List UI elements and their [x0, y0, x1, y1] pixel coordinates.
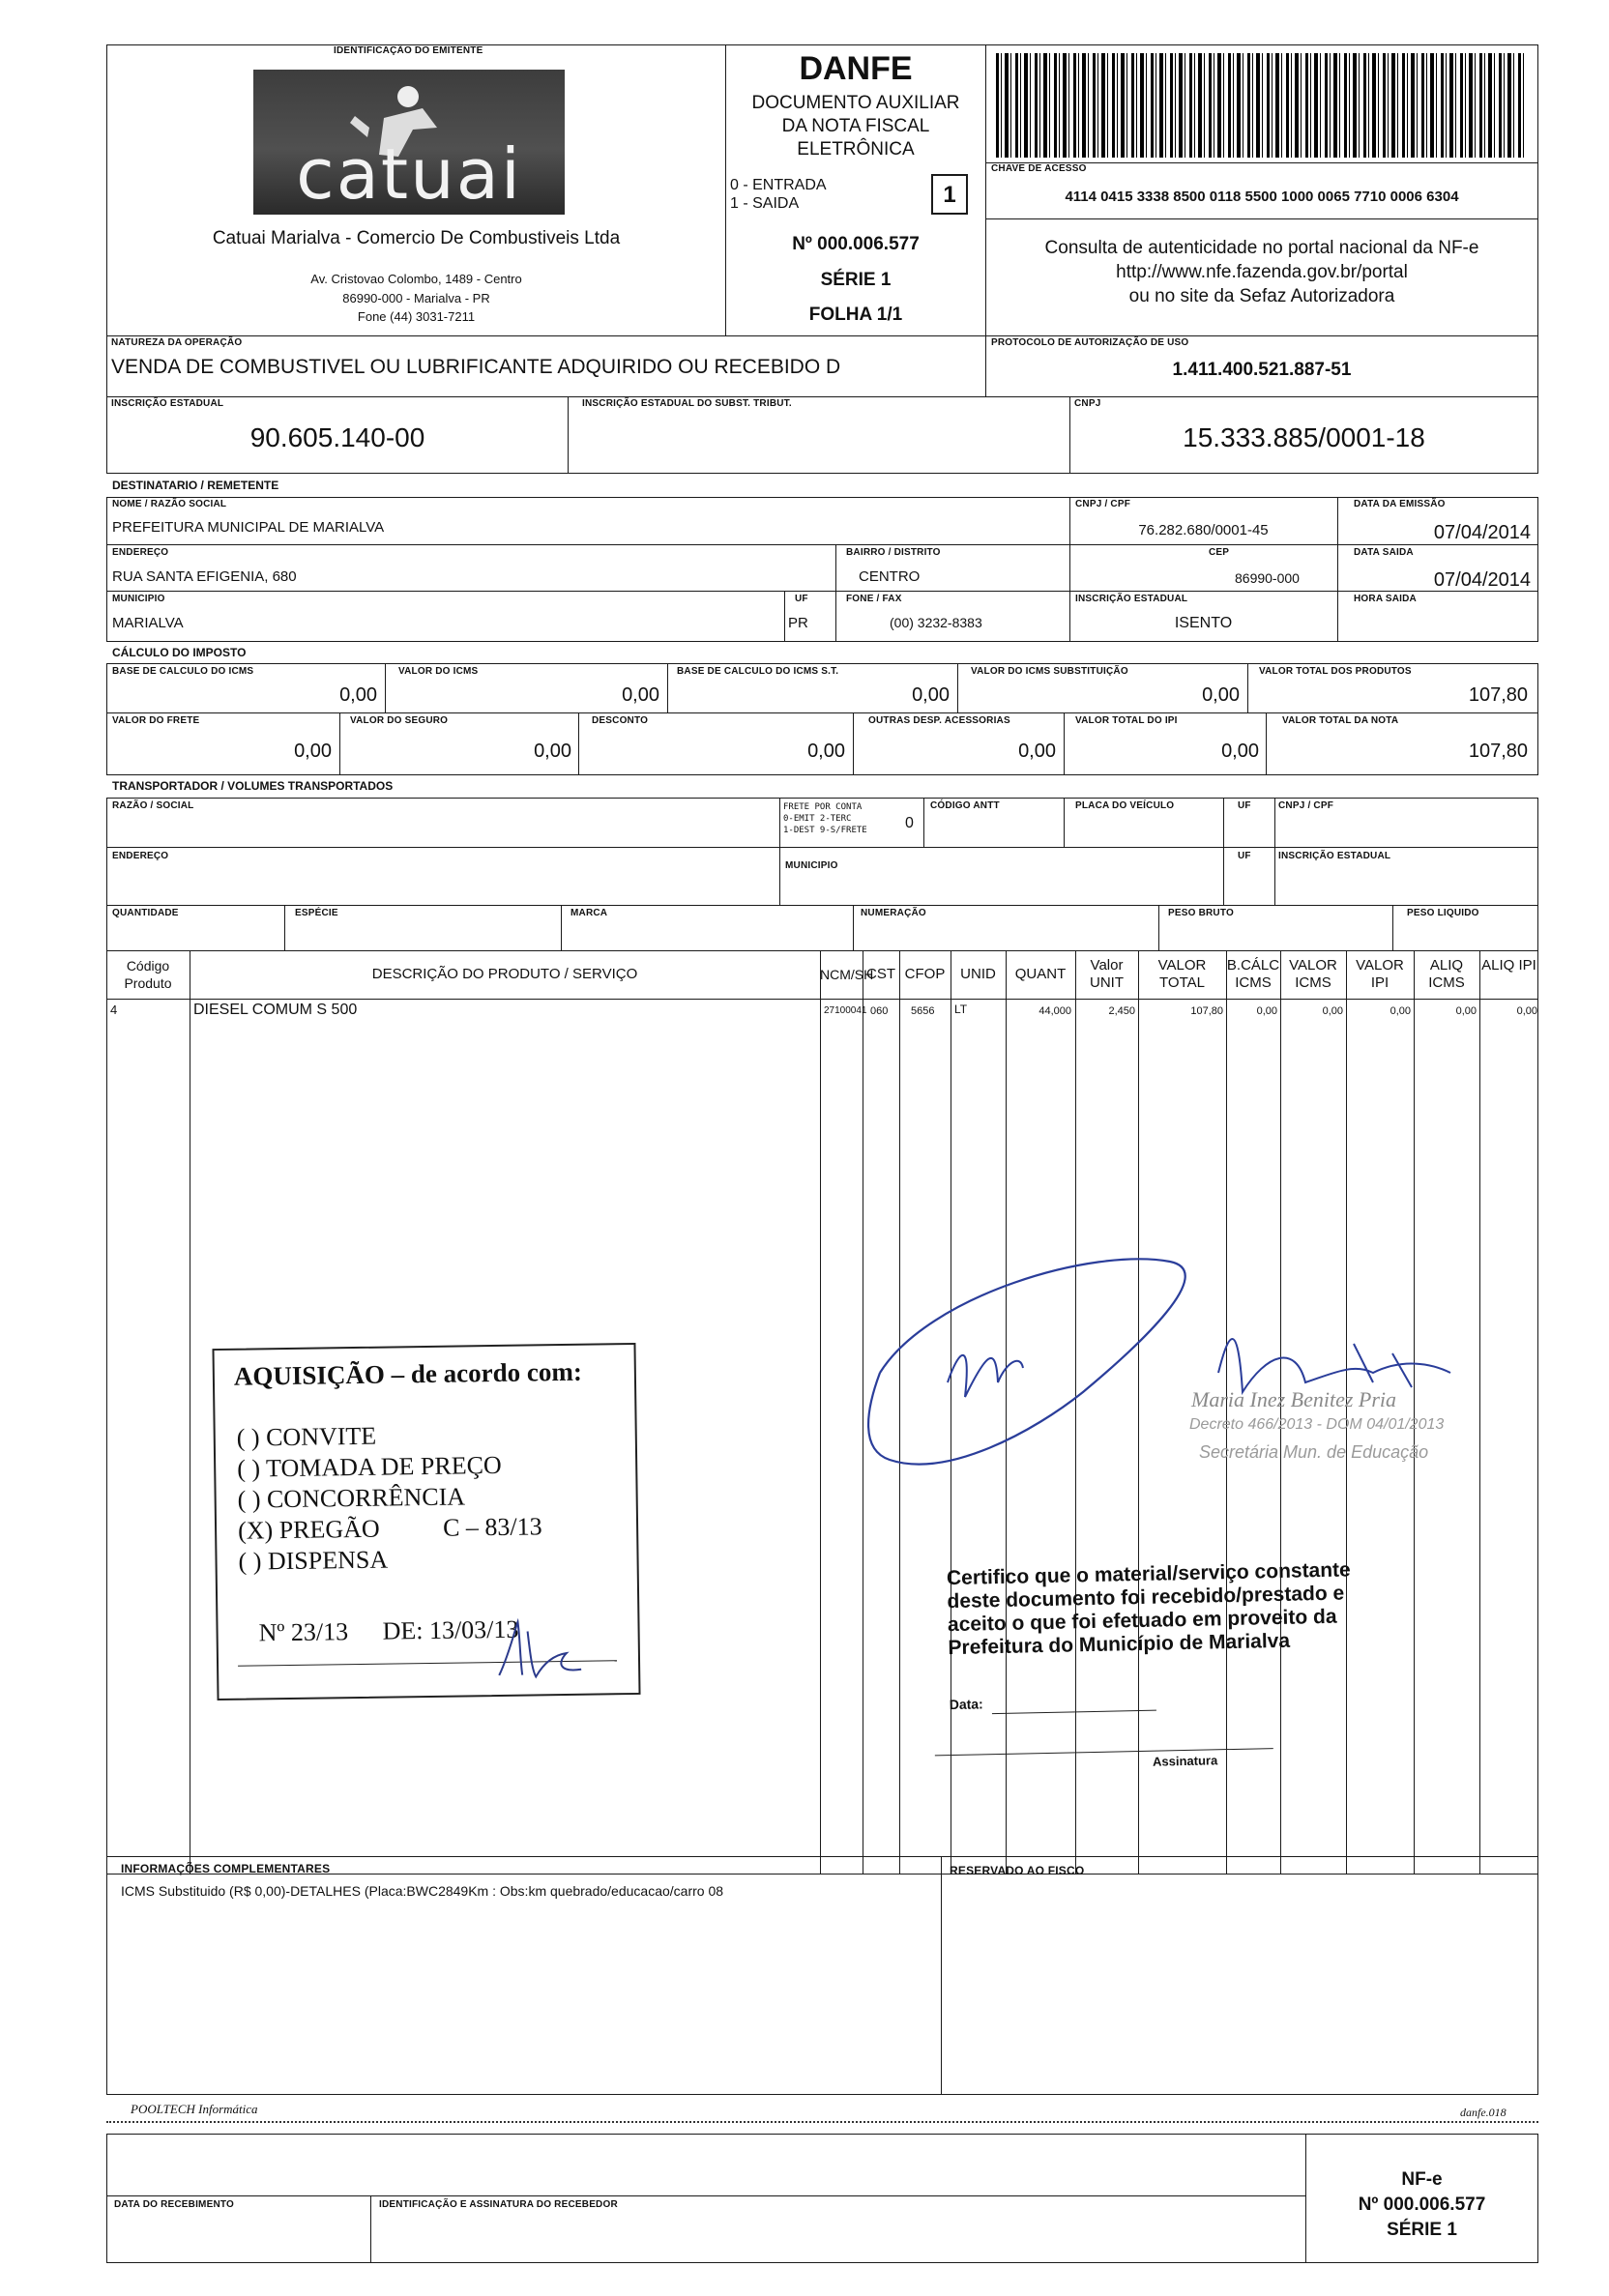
th-cfop: CFOP — [904, 966, 946, 982]
certifico-line4: Prefeitura do Município de Marialva — [948, 1629, 1291, 1660]
dest-municipio-label: MUNICIPIO — [112, 594, 165, 604]
danfe-saida: 1 - SAIDA — [730, 195, 800, 212]
antt-label: CÓDIGO ANTT — [930, 800, 1000, 811]
dest-cnpj-label: CNPJ / CPF — [1075, 499, 1131, 509]
dest-emissao-label: DATA DA EMISSÃO — [1354, 499, 1446, 509]
consulta-line3: ou no site da Sefaz Autorizadora — [1128, 286, 1395, 306]
destinatario-section: DESTINATARIO / REMETENTE — [112, 479, 279, 492]
total-nota-label: VALOR TOTAL DA NOTA — [1282, 715, 1399, 726]
dest-bairro-label: BAIRRO / DISTRITO — [846, 547, 941, 558]
cell-quant: 44,000 — [1039, 1005, 1071, 1017]
danfe-folha: FOLHA 1/1 — [808, 305, 903, 325]
danfe-sub3: ELETRÔNICA — [797, 139, 915, 160]
emitente-address2: 86990-000 - Marialva - PR — [342, 291, 490, 305]
th-quant: QUANT — [1014, 966, 1067, 982]
dest-ie: ISENTO — [1174, 615, 1233, 631]
frete-conta-value: 0 — [905, 815, 914, 831]
cnpj-value: 15.333.885/0001-18 — [1183, 422, 1425, 452]
dest-saida-label: DATA SAIDA — [1354, 547, 1414, 558]
th-vunit: Valor UNIT — [1090, 957, 1124, 991]
emitente-address1: Av. Cristovao Colombo, 1489 - Centro — [310, 272, 522, 286]
dest-endereco: RUA SANTA EFIGENIA, 680 — [112, 568, 297, 585]
peso-liquido-label: PESO LIQUIDO — [1407, 908, 1479, 918]
canhoto-nfe: NF-e — [1401, 2169, 1443, 2190]
ie-label: INSCRIÇÃO ESTADUAL — [111, 398, 224, 409]
cell-vipi: 0,00 — [1390, 1005, 1411, 1017]
natureza-value: VENDA DE COMBUSTIVEL OU LUBRIFICANTE ADQUIRIDO OU RECEBIDO D — [111, 356, 841, 378]
aquisicao-initials-signature — [488, 1615, 605, 1685]
frete-value: 0,00 — [294, 741, 332, 762]
dest-bairro: CENTRO — [859, 568, 921, 585]
th-aicms: ALIQ ICMS — [1428, 957, 1465, 991]
signer-decree: Decreto 466/2013 - DOM 04/01/2013 — [1189, 1416, 1445, 1433]
dest-ie-label: INSCRIÇÃO ESTADUAL — [1075, 594, 1188, 604]
natureza-label: NATUREZA DA OPERAÇÃO — [111, 337, 243, 348]
total-ipi-value: 0,00 — [1221, 741, 1259, 762]
cell-cfop: 5656 — [911, 1005, 935, 1017]
danfe-sub2: DA NOTA FISCAL — [781, 116, 930, 136]
danfe-sub1: DOCUMENTO AUXILIAR — [751, 93, 960, 113]
dest-endereco-label: ENDEREÇO — [112, 547, 169, 558]
th-codigo: Código Produto — [124, 958, 172, 991]
th-aipi: ALIQ IPI — [1481, 957, 1536, 974]
dest-saida: 07/04/2014 — [1433, 569, 1531, 591]
protocolo-value: 1.411.400.521.887-51 — [1172, 360, 1352, 380]
certifico-line2: deste documento foi recebido/prestado e — [947, 1582, 1345, 1613]
total-produtos-label: VALOR TOTAL DOS PRODUTOS — [1259, 666, 1412, 677]
transp-uf2-label: UF — [1238, 851, 1251, 861]
aquisicao-numero: Nº 23/13 — [258, 1617, 349, 1647]
frete-conta-line3: 1-DEST 9-S/FRETE — [783, 826, 867, 835]
placa-label: PLACA DO VEÍCULO — [1075, 800, 1175, 811]
cnpj-label: CNPJ — [1074, 398, 1101, 409]
cell-unid: LT — [954, 1003, 968, 1016]
outras-desp-label: OUTRAS DESP. ACESSORIAS — [868, 715, 1010, 726]
quantidade-label: QUANTIDADE — [112, 908, 179, 918]
desconto-label: DESCONTO — [592, 715, 649, 726]
seguro-label: VALOR DO SEGURO — [350, 715, 449, 726]
danfe-numero: Nº 000.006.577 — [792, 234, 920, 254]
dest-fone: (00) 3232-8383 — [890, 615, 982, 630]
dest-hora-label: HORA SAIDA — [1354, 594, 1417, 604]
signer-role: Secretária Mun. de Educação — [1199, 1442, 1429, 1462]
aquisicao-dispensa: ( ) DISPENSA — [238, 1545, 389, 1576]
form-code: danfe.018 — [1460, 2106, 1507, 2119]
cell-descricao: DIESEL COMUM S 500 — [193, 1002, 358, 1018]
transp-uf-label: UF — [1238, 800, 1251, 811]
total-nota-value: 107,80 — [1468, 741, 1528, 762]
consulta-line2[interactable]: http://www.nfe.fazenda.gov.br/portal — [1116, 262, 1408, 282]
marca-label: MARCA — [570, 908, 608, 918]
danfe-tipo-box: 1 — [931, 174, 968, 215]
cell-cst: 060 — [870, 1005, 889, 1017]
transp-cnpj-label: CNPJ / CPF — [1278, 800, 1334, 811]
transp-razao-label: RAZÃO / SOCIAL — [112, 800, 194, 811]
base-icms-value: 0,00 — [339, 684, 377, 706]
th-vicms: VALOR ICMS — [1289, 957, 1337, 991]
barcode — [996, 53, 1526, 158]
numeracao-label: NUMERAÇÃO — [861, 908, 926, 918]
cell-aicms: 0,00 — [1455, 1005, 1477, 1017]
total-produtos-value: 107,80 — [1468, 684, 1528, 706]
desconto-value: 0,00 — [807, 741, 845, 762]
peso-bruto-label: PESO BRUTO — [1168, 908, 1234, 918]
base-icms-label: BASE DE CALCULO DO ICMS — [112, 666, 254, 677]
logo-text: catuai — [296, 133, 522, 215]
software-credit: POOLTECH Informática — [131, 2102, 258, 2116]
cell-vtotal: 107,80 — [1190, 1005, 1223, 1017]
protocolo-label: PROTOCOLO DE AUTORIZAÇÃO DE USO — [991, 337, 1189, 348]
transportador-section: TRANSPORTADOR / VOLUMES TRANSPORTADOS — [112, 779, 394, 793]
th-vtotal: VALOR TOTAL — [1157, 957, 1207, 991]
seguro-value: 0,00 — [534, 741, 571, 762]
th-ncm: NCM/SH — [820, 967, 874, 982]
certifico-line1: Certifico que o material/serviço constante — [946, 1558, 1351, 1590]
dest-emissao: 07/04/2014 — [1433, 522, 1531, 543]
certifico-line3: aceito o que foi efetuado em proveito da — [947, 1605, 1337, 1637]
emitente-section-label: IDENTIFICAÇÃO DO EMITENTE — [334, 45, 483, 56]
aquisicao-pregao-ref: C – 83/13 — [442, 1512, 542, 1542]
catuai-logo — [253, 70, 565, 215]
canhoto-numero: Nº 000.006.577 — [1358, 2194, 1486, 2215]
th-bcicms: B.CÁLC ICMS — [1226, 957, 1280, 991]
valor-icms-st-label: VALOR DO ICMS SUBSTITUIÇÃO — [971, 666, 1128, 677]
ident-recebedor-label: IDENTIFICAÇÃO E ASSINATURA DO RECEBEDOR — [379, 2199, 618, 2210]
outras-desp-value: 0,00 — [1018, 741, 1056, 762]
signer-name: Maria Inez Benitez Pria — [1191, 1387, 1397, 1411]
aquisicao-pregao: (X) PREGÃO — [237, 1514, 380, 1545]
cell-ncm: 27100041 — [824, 1005, 867, 1016]
imposto-section: CÁLCULO DO IMPOSTO — [112, 646, 247, 659]
dest-municipio: MARIALVA — [112, 615, 184, 631]
emitente-name: Catuai Marialva - Comercio De Combustiveis Ltda — [212, 228, 621, 248]
data-recebimento-label: DATA DO RECEBIMENTO — [114, 2199, 234, 2210]
transp-municipio-label: MUNICIPIO — [785, 860, 838, 871]
cell-aipi: 0,00 — [1516, 1005, 1537, 1017]
ie-value: 90.605.140-00 — [249, 422, 425, 452]
dest-cep: 86990-000 — [1235, 570, 1300, 586]
aquisicao-stamp — [212, 1343, 640, 1700]
frete-conta-line1: FRETE POR CONTA — [783, 802, 863, 812]
valor-icms-st-value: 0,00 — [1202, 684, 1240, 706]
emitente-phone: Fone (44) 3031-7211 — [357, 309, 476, 324]
aquisicao-title: AQUISIÇÃO – de acordo com: — [233, 1356, 583, 1391]
th-cst: CST — [866, 966, 895, 982]
transp-endereco-label: ENDEREÇO — [112, 851, 169, 861]
reservado-fisco-label: RESERVADO AO FISCO — [950, 1864, 1085, 1877]
dest-nome: PREFEITURA MUNICIPAL DE MARIALVA — [112, 519, 385, 536]
valor-icms-value: 0,00 — [622, 684, 659, 706]
dest-fone-label: FONE / FAX — [846, 594, 902, 604]
aquisicao-convite: ( ) CONVITE — [236, 1421, 377, 1452]
consulta-line1: Consulta de autenticidade no portal nacional da NF-e — [1044, 238, 1479, 258]
ie-st-label: INSCRIÇÃO ESTADUAL DO SUBST. TRIBUT. — [582, 398, 792, 409]
base-icms-st-label: BASE DE CALCULO DO ICMS S.T. — [677, 666, 839, 677]
chave-label: CHAVE DE ACESSO — [991, 163, 1087, 174]
th-unid: UNID — [960, 966, 996, 982]
certifico-stamp — [941, 1552, 1429, 1784]
danfe-entrada: 0 - ENTRADA — [730, 177, 827, 193]
danfe-serie: SÉRIE 1 — [820, 270, 892, 290]
aquisicao-tomada: ( ) TOMADA DE PREÇO — [237, 1450, 502, 1483]
certifico-assinatura-label: Assinatura — [1152, 1753, 1218, 1769]
especie-label: ESPÉCIE — [295, 908, 338, 918]
cell-vunit: 2,450 — [1108, 1005, 1135, 1017]
aquisicao-concorrencia: ( ) CONCORRÊNCIA — [237, 1482, 466, 1514]
chave-value: 4114 0415 3338 8500 0118 5500 1000 0065 7710 0006 6304 — [1065, 189, 1459, 205]
frete-conta-line2: 0-EMIT 2-TERC — [783, 814, 852, 824]
transp-ie-label: INSCRIÇÃO ESTADUAL — [1278, 851, 1391, 861]
valor-icms-label: VALOR DO ICMS — [398, 666, 479, 677]
dest-cep-label: CEP — [1209, 547, 1230, 558]
canhoto-serie: SÉRIE 1 — [1387, 2220, 1457, 2240]
danfe-title: DANFE — [799, 50, 913, 87]
cell-codigo: 4 — [110, 1003, 118, 1017]
info-text: ICMS Substituido (R$ 0,00)-DETALHES (Placa:BWC2849Km : Obs:km quebrado/educacao/carro 08 — [121, 1883, 724, 1899]
aquisicao-data: DE: 13/03/13 — [382, 1614, 519, 1645]
th-vipi: VALOR IPI — [1356, 957, 1404, 991]
certifico-data-label: Data: — [949, 1696, 983, 1713]
frete-label: VALOR DO FRETE — [112, 715, 200, 726]
dest-cnpj: 76.282.680/0001-45 — [1138, 522, 1269, 538]
dest-nome-label: NOME / RAZÃO SOCIAL — [112, 499, 227, 509]
dest-uf: PR — [788, 615, 808, 631]
total-ipi-label: VALOR TOTAL DO IPI — [1075, 715, 1178, 726]
dest-uf-label: UF — [795, 594, 808, 604]
cell-bcicms: 0,00 — [1256, 1005, 1277, 1017]
th-descricao: DESCRIÇÃO DO PRODUTO / SERVIÇO — [371, 966, 638, 982]
cell-vicms: 0,00 — [1322, 1005, 1343, 1017]
base-icms-st-value: 0,00 — [912, 684, 950, 706]
info-label: INFORMAÇÕES COMPLEMENTARES — [121, 1862, 331, 1875]
